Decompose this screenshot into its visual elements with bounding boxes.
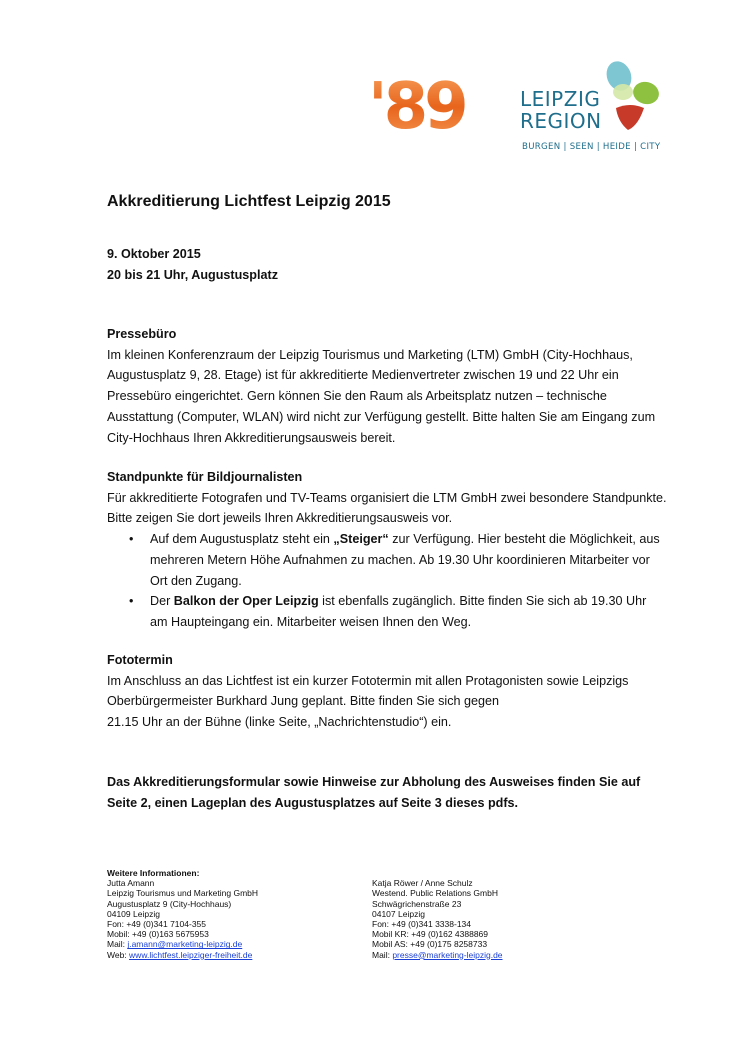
section-fototermin [107, 650, 667, 733]
bullet1-pre: Auf dem Augustusplatz steht ein [150, 532, 334, 547]
footer-heading: Weitere Informationen: [107, 868, 200, 878]
footer-contact-ltm [107, 868, 357, 960]
web-label: Web: [107, 949, 130, 960]
event-info [107, 244, 667, 285]
closing-text: Das Akkreditierungsformular sowie Hinweise zur Abholung des Ausweises finden Sie auf Seite 2, einen Lageplan des Augustusplatzes auf Seite 3 dieses pdfs. [107, 775, 641, 810]
region-tagline: BURGEN | SEEN | HEIDE | CITY [522, 142, 661, 152]
bullet2-post: ist ebenfalls zugänglich. Bitte finden Sie sich ab 19.30 Uhr am Haupteingang ein. Mitarbeiter weisen Ihnen den Weg. [150, 594, 647, 629]
contact-line: Mobil AS: +49 (0)175 8258733 [372, 939, 488, 950]
mail-label: Mail: [107, 939, 128, 950]
contact-mail-row [107, 939, 357, 949]
bullet2-bold: Balkon der Oper Leipzig [173, 594, 319, 609]
closing-note [107, 772, 667, 813]
contact-line: Fon: +49 (0)341 7104-355 [107, 919, 207, 930]
web-link-lichtfest[interactable]: www.lichtfest.leipziger-freiheit.de [129, 949, 253, 960]
contact-line: Augustusplatz 9 (City-Hochhaus) [107, 898, 232, 909]
bullet-icon: • [129, 594, 134, 609]
fototermin-line2: Oberbürgermeister Burkhard Jung geplant. Bitte finden Sie sich gegen [107, 694, 500, 709]
contact-web-row [107, 950, 357, 960]
section-standpunkte [107, 467, 667, 633]
mail-link-amann[interactable]: j.amann@marketing-leipzig.de [127, 939, 243, 950]
contact-line: Katja Röwer / Anne Schulz [372, 878, 473, 889]
mail-link-presse[interactable]: presse@marketing-leipzig.de [392, 949, 503, 960]
svg-text:'89: '89 [368, 70, 465, 136]
region-line2: REGION [520, 109, 602, 133]
region-line1: LEIPZIG [520, 87, 601, 111]
region-wordmark [520, 88, 602, 132]
contact-line: Schwägrichenstraße 23 [372, 898, 462, 909]
standpunkte-list [107, 529, 667, 633]
bullet-icon: • [129, 532, 134, 547]
lichtfest-89-logo [368, 70, 476, 136]
list-item [107, 529, 667, 591]
event-time-place: 20 bis 21 Uhr, Augustusplatz [107, 267, 278, 282]
section-pressebuero [107, 324, 667, 448]
pressebuero-heading: Pressebüro [107, 327, 177, 341]
event-date: 9. Oktober 2015 [107, 247, 201, 261]
standpunkte-heading: Standpunkte für Bildjournalisten [107, 470, 303, 484]
bullet1-bold: „Steiger“ [333, 532, 389, 547]
contact-line: 04107 Leipzig [372, 908, 425, 919]
contact-line: Westend. Public Relations GmbH [372, 888, 498, 899]
contact-line: Fon: +49 (0)341 3338-134 [372, 919, 472, 929]
footer-contact-westend [372, 878, 622, 960]
contact-line: 04109 Leipzig [107, 908, 160, 919]
leipzig-region-logo [520, 60, 670, 160]
contact-mail-row [372, 950, 622, 960]
contact-line: Jutta Amann [107, 878, 155, 889]
mail-label: Mail: [372, 949, 393, 960]
list-item [107, 591, 667, 632]
contact-line: Mobil: +49 (0)163 5675953 [107, 929, 209, 940]
bullet1-post: zur Verfügung. Hier besteht die Möglichkeit, aus mehreren Metern Höhe Aufnahmen zu machen. Ab 19.30 Uhr koordinieren Mitarbeiter vor Ort den Zugang. [150, 532, 660, 588]
pressebuero-text: Im kleinen Konferenzraum der Leipzig Tourismus und Marketing (LTM) GmbH (City-Hochhaus, Augustusplatz 9, 28. Etage) ist für akkreditierte Medienvertreter zwischen 19 und 22 Uhr ein Pressebüro eingerichtet. Gern können Sie den Raum als Arbeitsplatz nutzen – technische Ausstattung (Computer, WLAN) wird nicht zur Verfügung gestellt. Bitte halten Sie am Eingang zum City-Hochhaus Ihren Akkreditierungsausweis bereit. [107, 347, 656, 445]
contact-line: Mobil KR: +49 (0)162 4388869 [372, 929, 489, 940]
fototermin-line3: 21.15 Uhr an der Bühne (linke Seite, „Nachrichtenstudio“) ein. [107, 715, 452, 730]
fototermin-line1: Im Anschluss an das Lichtfest ist ein kurzer Fototermin mit allen Protagonisten sowie Leipzigs [107, 673, 629, 688]
standpunkte-text: Für akkreditierte Fotografen und TV-Teams organisiert die LTM GmbH zwei besondere Standpunkte. Bitte zeigen Sie dort jeweils Ihren Akkreditierungsausweis vor. [107, 490, 667, 526]
fototermin-heading: Fototermin [107, 653, 173, 667]
contact-line: Leipzig Tourismus und Marketing GmbH [107, 888, 259, 899]
document-title: Akkreditierung Lichtfest Leipzig 2015 [107, 193, 391, 210]
bullet2-pre: Der [150, 594, 174, 609]
